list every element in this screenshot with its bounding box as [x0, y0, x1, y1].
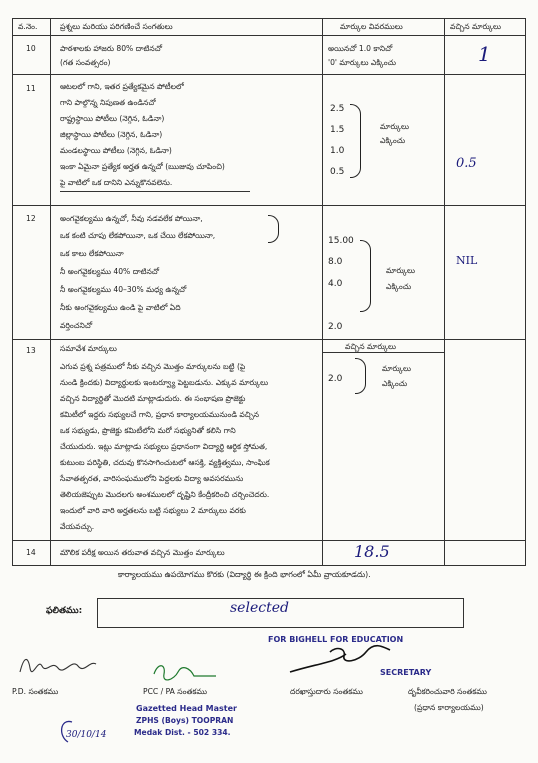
- marks-instruction: ఎక్కించు: [386, 282, 412, 291]
- marks-value: 4.0: [328, 279, 343, 289]
- row-text-line: మౌలిక పరీక్ష అయిన తరువాత వచ్చిన మొత్తం మార్కులు: [60, 548, 225, 557]
- row-divider: [12, 74, 526, 75]
- header-marks-awarded: వచ్చిన మార్కులు: [450, 22, 502, 31]
- marks-instruction: మార్కులు: [382, 364, 412, 373]
- marks-value: 0.5: [330, 167, 345, 177]
- bracket: [355, 358, 366, 394]
- signature-date: 30/10/14: [66, 730, 107, 740]
- marks-instruction: ఎక్కించు: [382, 379, 408, 388]
- marks-instruction: మార్కులు: [386, 266, 416, 275]
- bracket: [350, 104, 361, 178]
- row-text-line: నీకు అంగవైకల్యము ఉండి పై వాటిలో ఏది: [60, 303, 181, 312]
- row-text-line: జిల్లాస్థాయి పోటీలు (నెగ్గిన, ఓడినా): [60, 130, 163, 139]
- awarded-mark: 0.5: [456, 156, 477, 171]
- row-text-line: ఒక కంటి చూపు లేకపోయినా, ఒక చేయి లేకపోయినా,: [60, 231, 216, 240]
- marks-value: 1.5: [330, 125, 345, 135]
- row-text-line: పై వాటిలో ఒక దానిని ఎన్నుకొనవలెను.: [60, 178, 173, 187]
- pcc-signature: [150, 660, 220, 684]
- row-text-line: అంగవైకల్యము ఉన్నచో, నీవు నడవలేక పోయినా,: [60, 214, 203, 223]
- table-border-bottom: [12, 565, 526, 566]
- office-use-note: కార్యాలయము ఉపయోగము కొరకు (విద్యార్థి ఈ క్రింది భాగంలో ఏమీ వ్రాయకూడదు).: [118, 570, 371, 579]
- result-value: selected: [230, 600, 289, 616]
- row-text-line: మండలస్థాయి పోటీలు (నెగ్గిన, ఓడినా): [60, 146, 172, 155]
- marks-rule-line: అయినచో 1.0 కానిచో: [328, 44, 393, 53]
- pd-signature: [18, 652, 98, 676]
- row-text-line: ఆటలలో గాని, ఇతర ప్రత్యేకమైన పోటీలలో: [60, 82, 184, 91]
- marks-value: 1.0: [330, 146, 345, 156]
- text-underline: [60, 191, 250, 192]
- row-text-line: ఎగువ ప్రశ్న పత్రములో నీకు వచ్చిన మొత్తం మార్కులను బట్టి (పై: [60, 362, 246, 371]
- total-marks: 18.5: [354, 542, 390, 561]
- row-text-line: కమిటీలో ఇద్దరు సభ్యులచే గాని, ప్రధాన కార్యాలయమునుండి వచ్చిన: [60, 410, 259, 419]
- sub-header: వచ్చిన మార్కులు: [345, 342, 397, 351]
- awarded-mark: NIL: [456, 254, 478, 267]
- row-text-line: గాని పాల్గొన్న నిపుణత ఉండినచో: [60, 98, 156, 107]
- pd-signature-label: P.D. సంతకము: [12, 687, 59, 696]
- table-border-left: [12, 18, 13, 566]
- marks-rule-line: '0' మార్కులు ఎక్కించు: [328, 58, 396, 67]
- custodian-signature: [286, 642, 396, 676]
- row-text-line: ఒక కాలు లేకపోయినా: [60, 249, 124, 258]
- awarded-mark: 1: [478, 42, 491, 66]
- marks-instruction: మార్కులు: [380, 122, 410, 131]
- header-marks-details: మార్కుల వివరములు: [340, 22, 403, 31]
- row-text-line: రాష్ట్రస్థాయి పోటీలు (నెగ్గిన, ఓడినా): [60, 114, 165, 123]
- col-divider: [322, 18, 323, 566]
- sub-header-divider: [322, 352, 444, 353]
- row-number: 13: [26, 346, 36, 355]
- row-number: 12: [26, 214, 36, 223]
- stamp-role: SECRETARY: [380, 668, 432, 677]
- row-text-line: ఇంకా ఏమైనా ప్రత్యేక అర్హత ఉన్నచో (ఋజువు చూపించి): [60, 162, 225, 171]
- stamp-gazetted-line: Medak Dist. - 502 334.: [134, 728, 231, 737]
- row-divider: [12, 205, 526, 206]
- row-text-line: నీ అంగవైకల్యము 40–30% మధ్య ఉన్నచో: [60, 285, 187, 294]
- pcc-signature-label: PCC / PA సంతకము: [143, 687, 207, 696]
- row-text-line: (గత సంవత్సరం): [60, 58, 111, 67]
- table-border-right: [525, 18, 526, 566]
- row-text-line: పాఠశాలకు హాజరు 80% దాటినచో: [60, 44, 163, 53]
- row-text-line: ఇందులో వారి వారి అర్హతలను బట్టి సభ్యులు 2 మార్కులు వరకు: [60, 506, 246, 515]
- row-text-line: వచ్చిన విద్యార్థితో మొదటి మాట్లాడుదురు. ఈ సంభాషణ ప్రొజెక్టు: [60, 394, 246, 403]
- row-divider: [12, 540, 526, 541]
- header-sno: వ.నెం.: [18, 22, 38, 31]
- row-divider: [12, 339, 526, 340]
- marks-value: 15.00: [328, 236, 354, 246]
- row-number: 14: [26, 548, 36, 557]
- row-title: సమావేశ మార్కులు: [60, 344, 117, 353]
- marks-value: 2.0: [328, 374, 343, 384]
- marks-value: 8.0: [328, 257, 343, 267]
- stamp-org: FOR BIGHELL FOR EDUCATION: [268, 635, 404, 644]
- marks-value: 2.0: [328, 322, 343, 332]
- row-text-line: వర్తించనిచో: [60, 321, 93, 330]
- row-text-line: తెలియజెప్పుట మొదలగు అంశములలో దృష్టిని కేంద్రీకరించి చర్చించెదరు.: [60, 490, 270, 499]
- stamp-gazetted-line: ZPHS (Boys) TOOPRAN: [136, 716, 234, 725]
- marks-value: 2.5: [330, 104, 345, 114]
- custodian-signature-label: దరఖాస్తుదారు సంతకము: [290, 687, 363, 696]
- header-divider: [12, 35, 526, 36]
- row-text-line: నుండి క్రిందకు) విద్యార్థులకు ఇంటర్వ్యూ పెట్టబడును. ఎక్కువ మార్కులు: [60, 378, 269, 387]
- verifier-subtitle: (ప్రధాన కార్యాలయము): [414, 703, 484, 712]
- row-text-line: చేయుదురు. ఇట్లు మాట్లాడు సభ్యులు ప్రధానంగా విద్యార్థి ఆర్థిక స్తోమత,: [60, 442, 268, 451]
- result-label: ఫలితము:: [46, 606, 83, 616]
- stamp-gazetted-line: Gazetted Head Master: [136, 704, 237, 713]
- col-divider: [50, 18, 51, 566]
- header-criteria: ప్రశ్నలు మరియు పరిగణించే సంగతులు: [60, 22, 173, 31]
- table-border-top: [12, 18, 526, 19]
- row-text-line: ఒక సభ్యుడు, ప్రొజెక్టు కమిటీలోని మరో సభ్యునితో కలిసి గాని: [60, 426, 236, 435]
- row-text-line: నీ అంగవైకల్యము 40% దాటినచో: [60, 267, 160, 276]
- row-text-line: వేయవచ్చు.: [60, 522, 95, 531]
- verifier-signature-label: దృవీకరించువారి సంతకము: [408, 687, 487, 696]
- row-text-line: సేవాతత్పరత, వారిసంఘములోని పెద్దలకు విద్యా అవసరమును: [60, 474, 244, 483]
- row-number: 10: [26, 44, 36, 53]
- bracket: [360, 240, 371, 312]
- row-number: 11: [26, 84, 36, 93]
- col-divider: [444, 18, 445, 566]
- row-text-line: కుటుంబ పరిస్థితి, చదువు కొనసాగించుటలో ఆసక్తి, వ్యక్తిత్వము, సాంఘిక: [60, 458, 270, 467]
- marks-instruction: ఎక్కించు: [380, 136, 406, 145]
